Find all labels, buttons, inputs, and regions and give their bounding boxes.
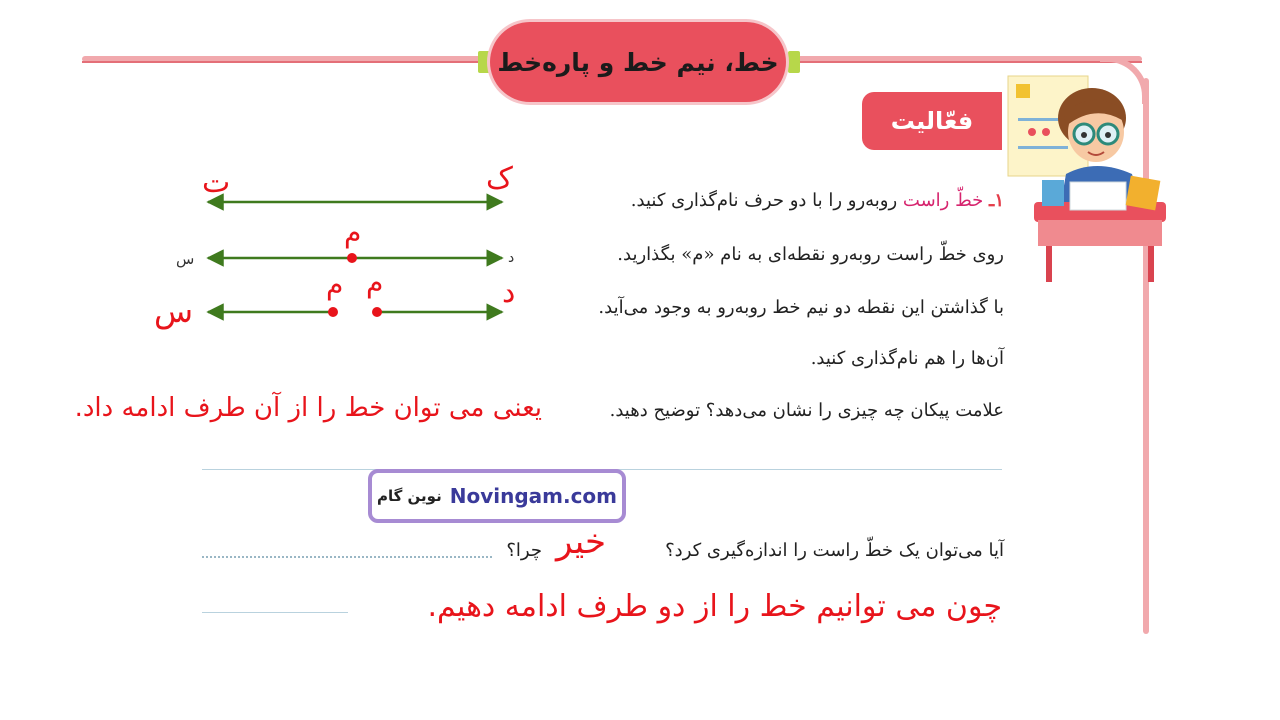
- ray-left-point: [328, 307, 338, 317]
- novingam-logo: [368, 469, 626, 523]
- activity-tab: [862, 92, 1002, 150]
- line1-left-label: ت: [202, 165, 231, 200]
- question-1-highlight: خطّ راست: [902, 190, 984, 211]
- activity-label: فعّالیت: [890, 107, 974, 135]
- question-line-4: آن‌ها را هم نام‌گذاری کنید.: [810, 348, 1004, 369]
- line2-left-label: س: [176, 250, 195, 268]
- logo-en: Novingam.com: [449, 484, 618, 508]
- question-why: چرا؟: [506, 540, 542, 561]
- ray-left-end-label: س: [154, 292, 194, 330]
- ray-right-end-label: د: [502, 275, 516, 310]
- ray-right-point: [372, 307, 382, 317]
- page-title: [490, 22, 786, 102]
- lines-diagram: [140, 158, 540, 333]
- question-1-number: ۱ـ: [989, 190, 1004, 211]
- answer-dots-1: [202, 556, 492, 558]
- line2-point: [347, 253, 357, 263]
- student-illustration: [1004, 70, 1174, 285]
- line1-right-label: ک: [486, 161, 513, 196]
- logo-fa: نوین گام: [376, 487, 442, 505]
- question-line-6: آیا می‌توان یک خطّ راست را اندازه‌گیری کرد؟: [665, 540, 1004, 561]
- title-left-tab: [478, 51, 490, 73]
- question-line-3: با گذاشتن این نقطه دو نیم خط روبه‌رو به وجود می‌آید.: [598, 297, 1004, 318]
- answer-arrow-meaning: یعنی می توان خط را از آن طرف ادامه داد.: [74, 393, 542, 423]
- ray-left-point-label: م: [326, 268, 344, 301]
- ray-right-point-label: م: [366, 266, 384, 299]
- page-title-text: خط، نیم خط و پاره‌خط: [497, 47, 779, 77]
- question-line-2: روی خطّ راست روبه‌رو نقطه‌ای به نام «م» بگذارید.: [617, 244, 1004, 265]
- question-1: [631, 190, 1004, 211]
- question-1-text: روبه‌رو را با دو حرف نام‌گذاری کنید.: [630, 190, 903, 211]
- answer-reason: چون می توانیم خط را از دو طرف ادامه دهیم.: [427, 589, 1002, 624]
- answer-rule-2: [202, 612, 348, 613]
- question-line-5: علامت پیکان چه چیزی را نشان می‌دهد؟ توضیح دهید.: [609, 400, 1004, 421]
- line2-point-label: م: [344, 216, 362, 249]
- poster-badge: [1016, 84, 1030, 98]
- title-right-tab: [788, 51, 800, 73]
- line2-right-label: د: [508, 250, 515, 266]
- answer-can-measure: خیر: [556, 522, 607, 562]
